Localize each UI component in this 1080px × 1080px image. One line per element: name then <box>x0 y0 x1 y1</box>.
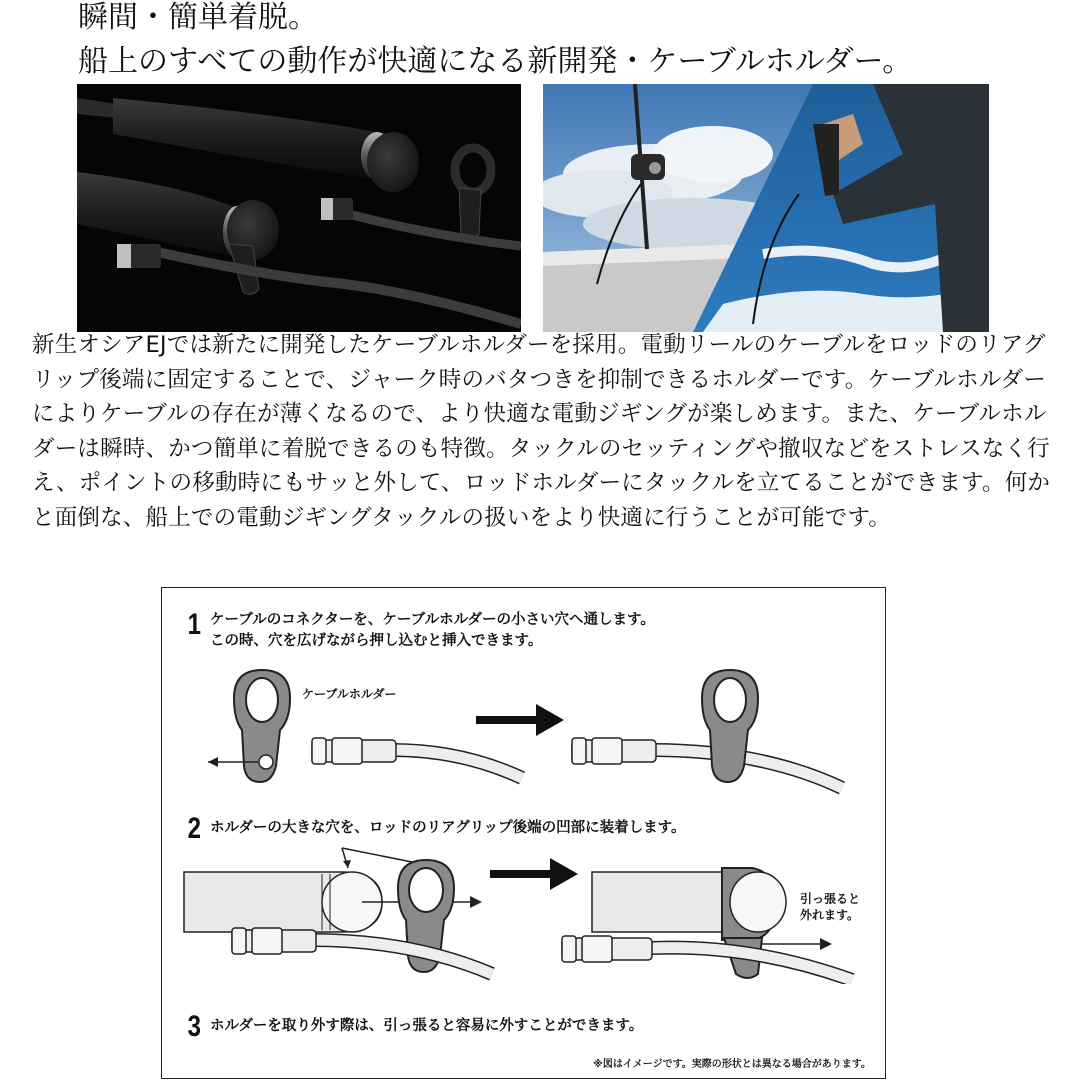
description-paragraph: 新生オシアEJでは新たに開発したケーブルホルダーを採用。電動リールのケーブルをロッドのリアグリップ後端に固定することで、ジャーク時のバタつきを抑制できるホルダーです。ケーブルホルダーによりケーブルの存在が薄くなるので、より快適な電動ジギングが楽しめます。また、ケーブルホルダーは瞬時、かつ簡単に着脱できるのも特徴。タックルのセッティングや撤収などをストレスなく行え、ポイントの移動時にもサッと外して、ロッドホルダーにタックルを立てることができます。何かと面倒な、船上での電動ジギングタックルの扱いをより快適に行うことが可能です。 <box>32 332 1051 531</box>
step-1-number: 1 <box>187 608 202 641</box>
offshore-electric-jigging-photo <box>543 84 989 332</box>
cable-holder-icon <box>234 670 290 782</box>
step-2-number: 2 <box>187 812 202 845</box>
step-3-text: ホルダーを取り外す際は、引っ張ると容易に外すことができます。 <box>210 1018 644 1034</box>
rod-grip-photo <box>77 84 521 332</box>
offshore-jigging-photo <box>543 84 989 332</box>
pull-label-line-1: 引っ張ると <box>800 892 861 906</box>
step-1-text-line-1: ケーブルのコネクターを、ケーブルホルダーの小さい穴へ通します。 <box>210 612 655 628</box>
headline-line-2: 船上のすべての動作が快適になる新開発・ケーブルホルダー。 <box>78 44 913 79</box>
step-2-text: ホルダーの大きな穴を、ロッドのリアグリップ後端の凹部に装着します。 <box>210 820 686 836</box>
cable-holder-label: ケーブルホルダー <box>302 687 397 701</box>
step-2-illustration <box>162 844 887 984</box>
step-3-number: 3 <box>187 1010 202 1043</box>
headline-line-1: 瞬間・簡単着脱。 <box>78 0 318 35</box>
rod-grip-and-cable-holder-photo <box>77 84 521 332</box>
instruction-diagram <box>161 587 886 1079</box>
disclaimer-note: ※図はイメージです。実際の形状とは異なる場合があります。 <box>593 1059 871 1070</box>
pull-label-line-2: 外れます。 <box>800 908 860 922</box>
step-1-text-line-2: この時、穴を広げながら押し込むと挿入できます。 <box>210 633 543 649</box>
step-1-illustration <box>162 658 887 808</box>
